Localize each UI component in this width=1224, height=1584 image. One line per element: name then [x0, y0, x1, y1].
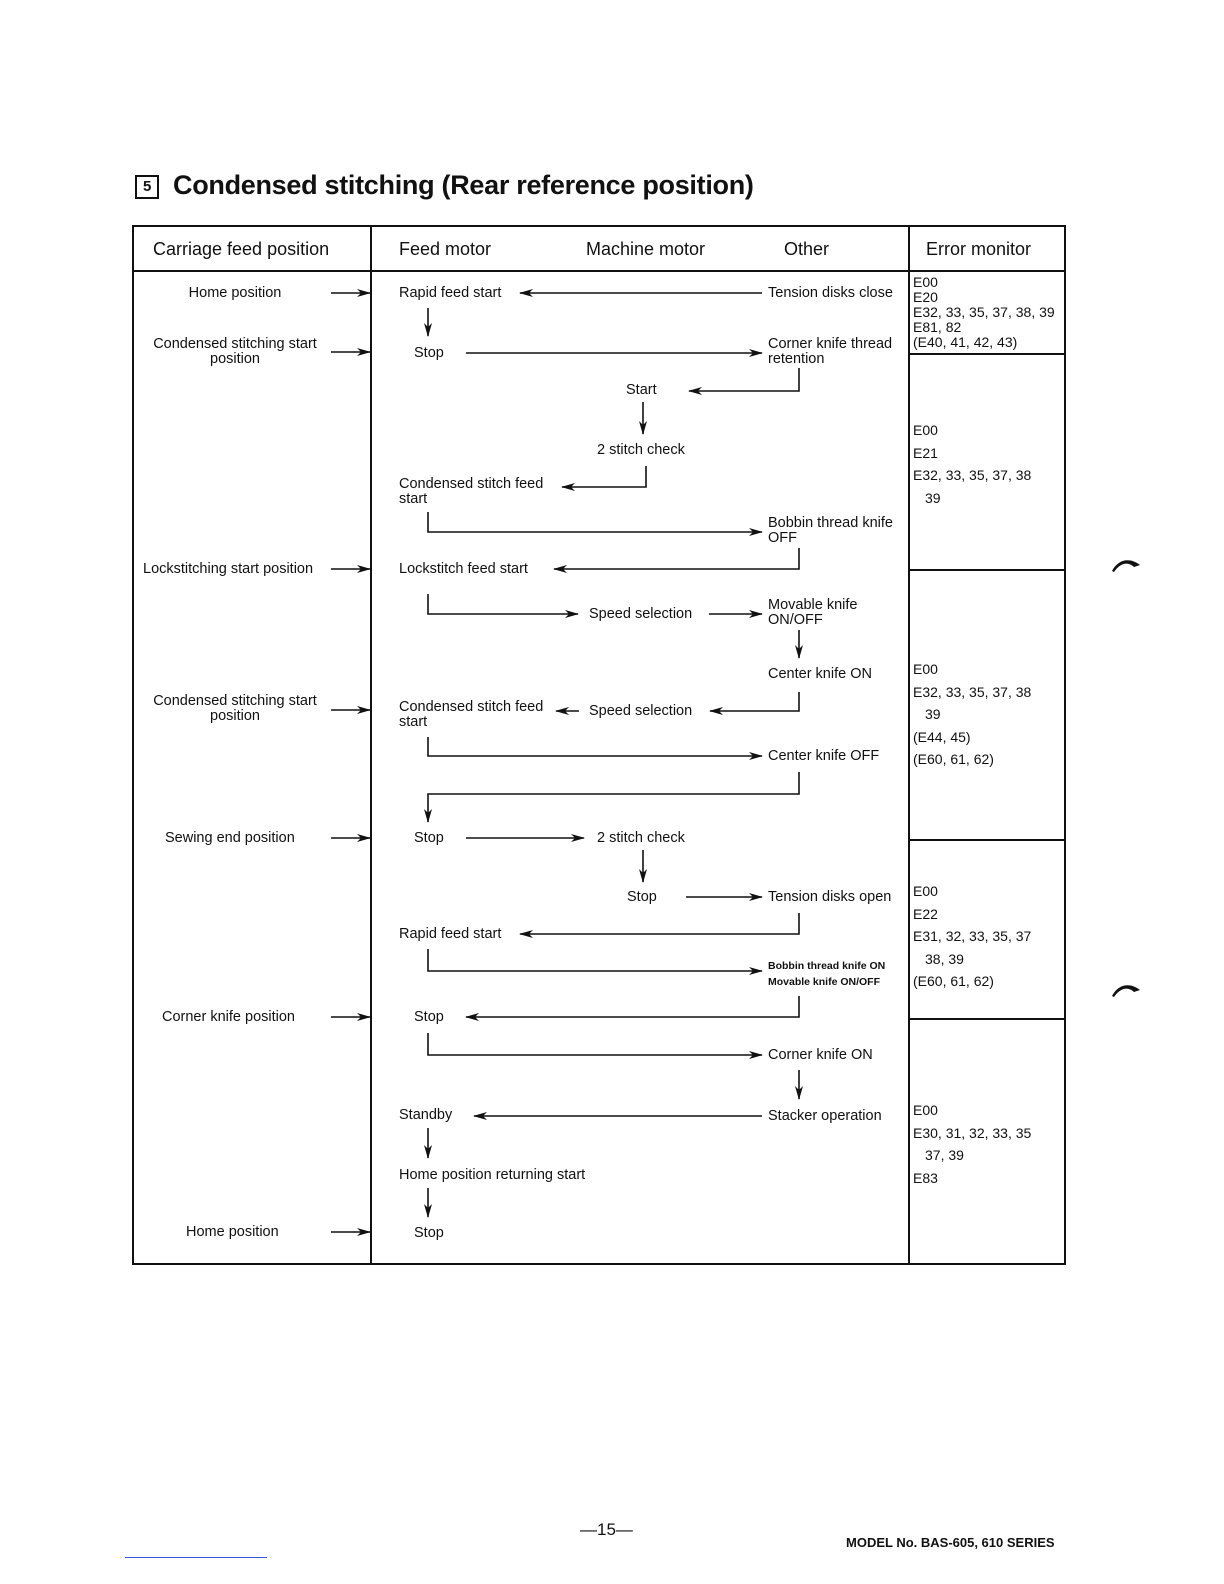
- error-code: E00: [913, 422, 938, 438]
- flow-start: Start: [626, 382, 657, 398]
- error-code: E00: [913, 883, 938, 899]
- error-code: 37, 39: [925, 1147, 964, 1163]
- error-group-4: [913, 880, 1031, 993]
- error-code: E32, 33, 35, 37, 38: [913, 683, 1032, 700]
- flow-home-position-returning-start: Home position returning start: [399, 1167, 586, 1183]
- carriage-home-position: Home position: [188, 285, 282, 301]
- flow-stop-3: Stop: [627, 889, 657, 905]
- header-error-monitor: Error monitor: [926, 239, 1032, 259]
- flow-tension-disks-close: Tension disks close: [768, 285, 893, 301]
- flow-stop-5: Stop: [414, 1225, 444, 1241]
- error-code: E20: [913, 289, 938, 305]
- flow-center-knife-off: Center knife OFF: [768, 748, 880, 764]
- error-code: E22: [913, 905, 938, 922]
- flow-tension-disks-open: Tension disks open: [768, 889, 892, 905]
- page-number: —15—: [580, 1520, 633, 1539]
- error-group-1: [913, 275, 1055, 350]
- error-code: E30, 31, 32, 33, 35: [913, 1124, 1032, 1141]
- error-code: (E60, 61, 62): [913, 973, 994, 989]
- revision-mark-icon: [1108, 555, 1144, 575]
- error-code: E21: [913, 444, 938, 461]
- carriage-sewing-end: Sewing end position: [165, 830, 295, 846]
- error-code: E31, 32, 33, 35, 37: [913, 928, 1032, 944]
- error-code: E00: [913, 661, 938, 677]
- flow-stop-4: Stop: [414, 1009, 444, 1025]
- error-code: 38, 39: [925, 950, 964, 967]
- error-group-5: [913, 1099, 1031, 1189]
- flow-2-stitch-check-2: 2 stitch check: [597, 830, 685, 846]
- flow-condensed-stitch-feed-start-2: Condensed stitch feed start: [399, 699, 544, 730]
- section-number-box: 5: [135, 175, 159, 199]
- flow-standby: Standby: [399, 1107, 453, 1123]
- carriage-lockstitching-start: Lockstitching start position: [143, 561, 314, 577]
- flow-stop-2: Stop: [414, 830, 444, 846]
- flow-bobbin-thread-knife-off: Bobbin thread knife OFF: [768, 515, 893, 546]
- error-code: 39: [925, 489, 941, 506]
- header-feed-motor: Feed motor: [399, 239, 492, 259]
- error-group-2: [913, 419, 1031, 509]
- flow-bobbin-thread-knife-on: Bobbin thread knife ON: [768, 960, 886, 972]
- flow-corner-knife-on: Corner knife ON: [768, 1047, 873, 1063]
- error-code: E32, 33, 35, 37, 38: [913, 467, 1032, 483]
- error-code: (E40, 41, 42, 43): [913, 334, 1018, 350]
- error-code: E83: [913, 1169, 938, 1186]
- revision-mark-icon: [1108, 980, 1144, 1000]
- flow-2-stitch-check: 2 stitch check: [597, 442, 685, 458]
- error-code: E00: [913, 274, 938, 290]
- flow-condensed-stitch-feed-start: Condensed stitch feed start: [399, 476, 544, 507]
- flow-movable-knife-on-off: Movable knife ON/OFF: [768, 597, 858, 628]
- carriage-condensed-start: Condensed stitching start position: [153, 336, 317, 367]
- flow-rapid-feed-start: Rapid feed start: [399, 285, 502, 301]
- flow-speed-selection: Speed selection: [589, 606, 693, 622]
- error-code: (E44, 45): [913, 728, 971, 745]
- error-code: (E60, 61, 62): [913, 751, 994, 767]
- carriage-corner-knife: Corner knife position: [162, 1009, 295, 1025]
- header-machine-motor: Machine motor: [586, 239, 706, 259]
- model-number: MODEL No. BAS-605, 610 SERIES: [846, 1535, 1055, 1550]
- flow-lockstitch-feed-start: Lockstitch feed start: [399, 561, 528, 577]
- error-group-3: [913, 658, 1031, 771]
- flow-movable-knife-on-off-2: Movable knife ON/OFF: [768, 976, 881, 988]
- footer-divider: [125, 1557, 267, 1558]
- flow-center-knife-on: Center knife ON: [768, 666, 872, 682]
- flow-rapid-feed-start-2: Rapid feed start: [399, 926, 502, 942]
- flow-stacker-operation: Stacker operation: [768, 1108, 882, 1124]
- flow-speed-selection-2: Speed selection: [589, 703, 693, 719]
- page-title-text: Condensed stitching (Rear reference position): [173, 170, 754, 200]
- error-code: E81, 82: [913, 319, 962, 335]
- flow-stop: Stop: [414, 345, 444, 361]
- carriage-home-position-end: Home position: [186, 1224, 279, 1240]
- error-code: 39: [925, 706, 941, 722]
- carriage-condensed-start-2: Condensed stitching start position: [153, 693, 317, 724]
- error-code: E32, 33, 35, 37, 38, 39: [913, 304, 1055, 320]
- header-carriage-feed-position: Carriage feed position: [153, 239, 330, 259]
- flow-corner-knife-thread-retention: Corner knife thread retention: [768, 336, 893, 367]
- error-code: E00: [913, 1102, 938, 1118]
- header-other: Other: [784, 239, 830, 259]
